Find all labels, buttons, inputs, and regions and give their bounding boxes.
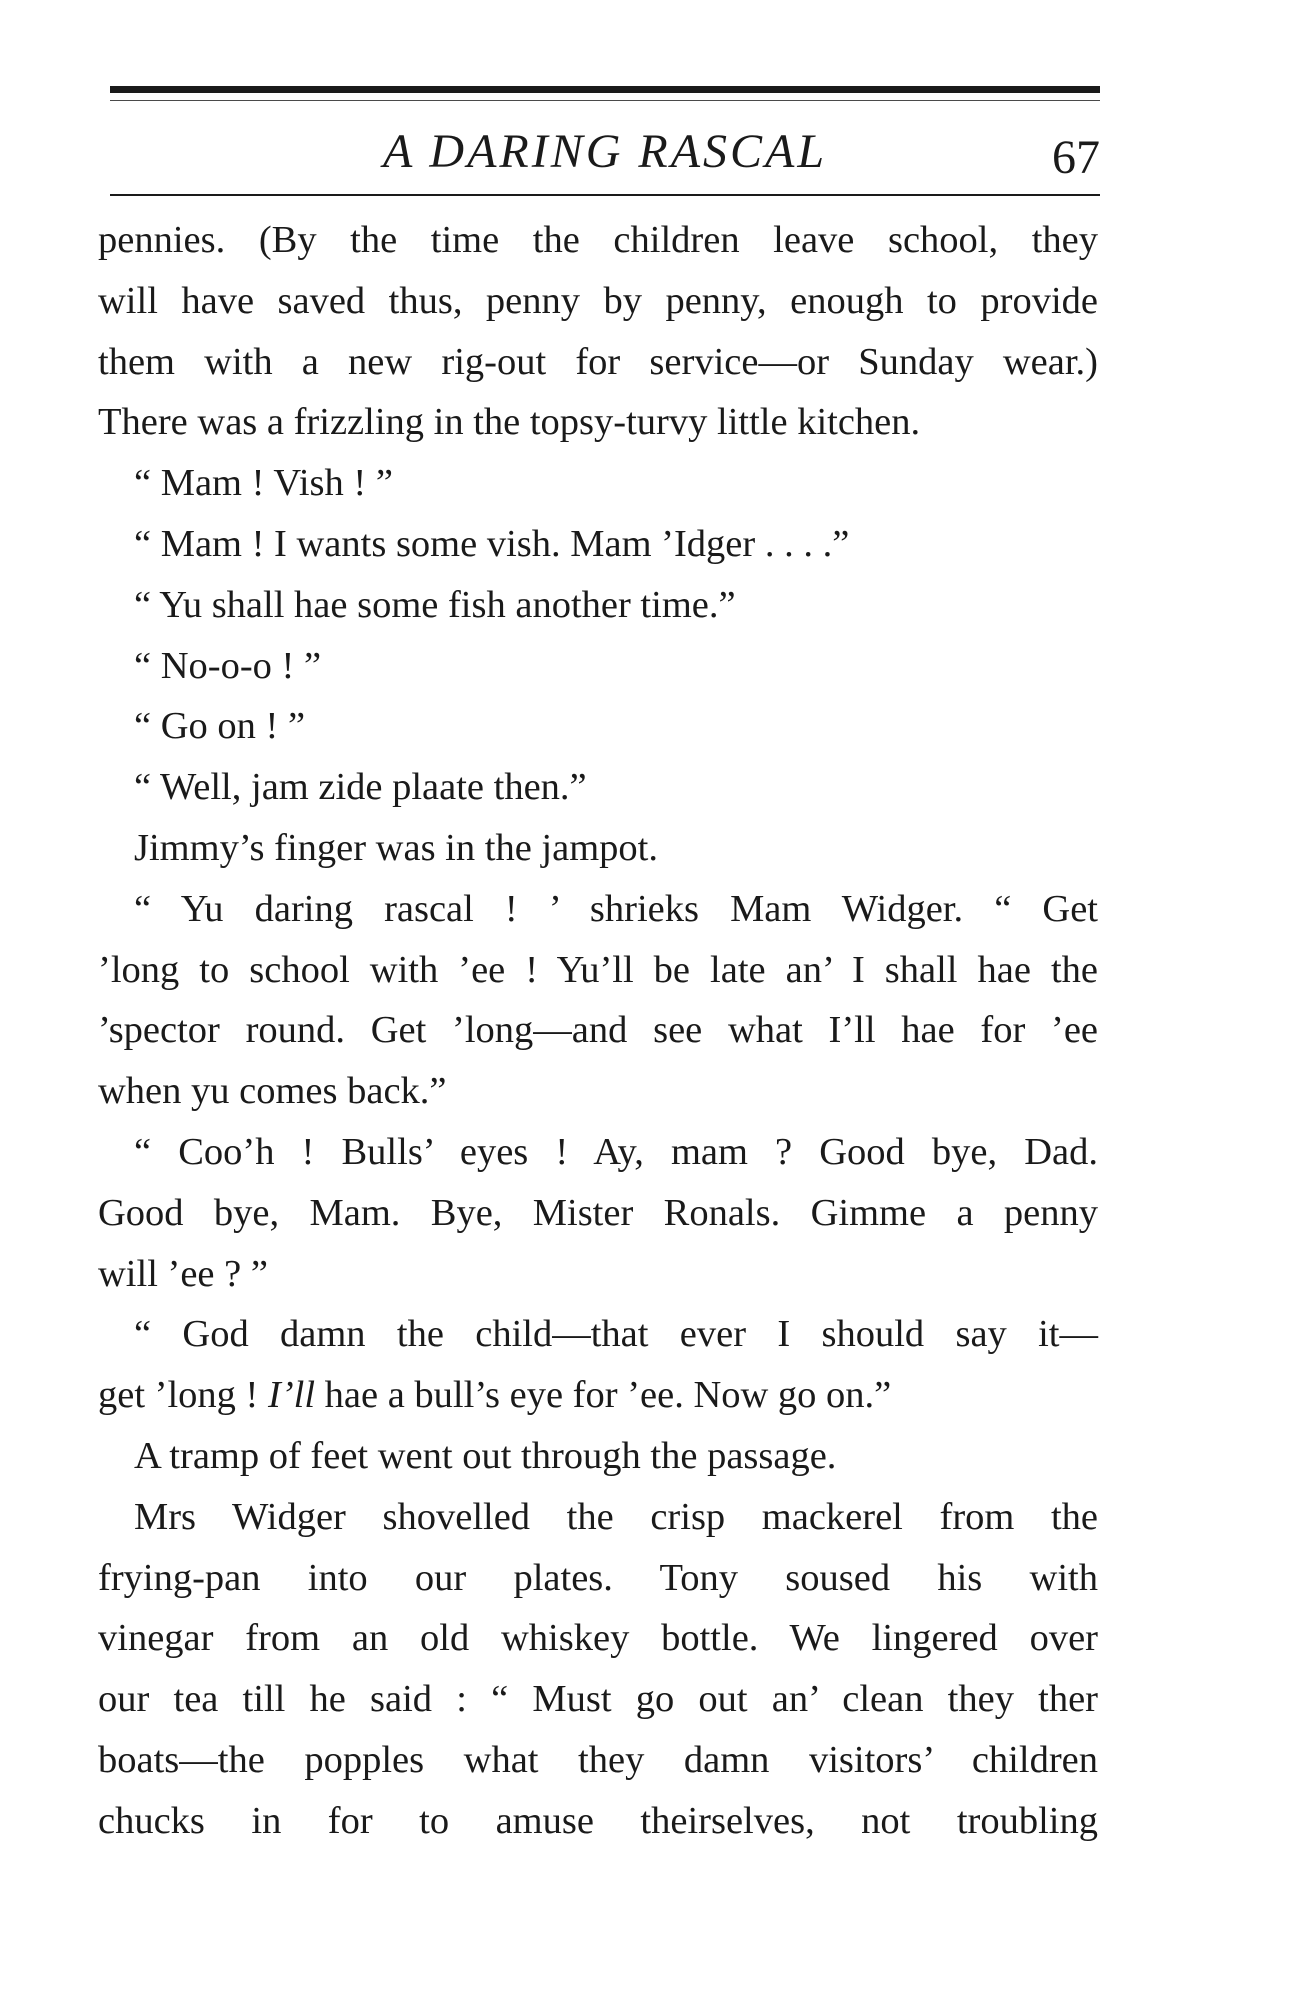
body-text [98,210,1098,1852]
text-line: “ Coo’h ! Bulls’ eyes ! Ay, mam ? Good bye, Dad. [134,1130,1098,1173]
text-line: “ Yu shall hae some fish another time.” [134,583,736,626]
text-line: frying-pan into our plates. Tony soused his with [98,1556,1098,1599]
text-segment: hae a bull’s eye for ’ee. Now go on.” [315,1374,892,1417]
text-line: “ Go on ! ” [134,705,306,748]
text-line: “ No-o-o ! ” [134,644,322,687]
text-line: will ’ee ? ” [98,1252,268,1295]
text-line: will have saved thus, penny by penny, enough to provide [98,279,1098,322]
italic-word: I’ll [268,1374,316,1417]
text-line: when yu comes back.” [98,1070,447,1113]
top-rule [110,86,1100,93]
text-line: Mrs Widger shovelled the crisp mackerel from the [134,1495,1098,1538]
text-line: “ God damn the child—that ever I should say it— [134,1313,1098,1356]
text-line: chucks in for to amuse theirselves, not troubling [98,1799,1098,1842]
text-line: “ Mam ! I wants some vish. Mam ’Idger . . . .” [134,522,850,565]
header-rule [110,194,1100,196]
text-line: Good bye, Mam. Bye, Mister Ronals. Gimme a penny [98,1191,1098,1234]
text-line: Jimmy’s finger was in the jampot. [134,826,658,869]
running-head [110,122,1100,182]
text-line: “ Mam ! Vish ! ” [134,462,393,505]
text-line: boats—the popples what they damn visitors’ children [98,1738,1098,1781]
running-title: A DARING RASCAL [382,125,828,178]
text-line: our tea till he said : “ Must go out an’ clean they ther [98,1678,1098,1721]
text-line: A tramp of feet went out through the passage. [134,1434,837,1477]
text-line: ’long to school with ’ee ! Yu’ll be late an’ I shall hae the [98,948,1098,991]
text-line: “ Well, jam zide plaate then.” [134,766,587,809]
top-rule-thin [110,100,1100,101]
text-line: them with a new rig-out for service—or Sunday wear.) [98,340,1098,383]
text-line: There was a frizzling in the topsy-turvy little kitchen. [98,401,921,444]
page-number: 67 [1052,131,1100,184]
text-line: “ Yu daring rascal ! ’ shrieks Mam Widger. “ Get [134,887,1098,930]
text-line: vinegar from an old whiskey bottle. We lingered over [98,1617,1098,1660]
text-segment: get ’long ! [98,1374,268,1417]
text-line: ’spector round. Get ’long—and see what I’ll hae for ’ee [98,1009,1098,1052]
text-line: pennies. (By the time the children leave school, they [98,219,1098,261]
text-line-mixed [98,1365,1098,1426]
